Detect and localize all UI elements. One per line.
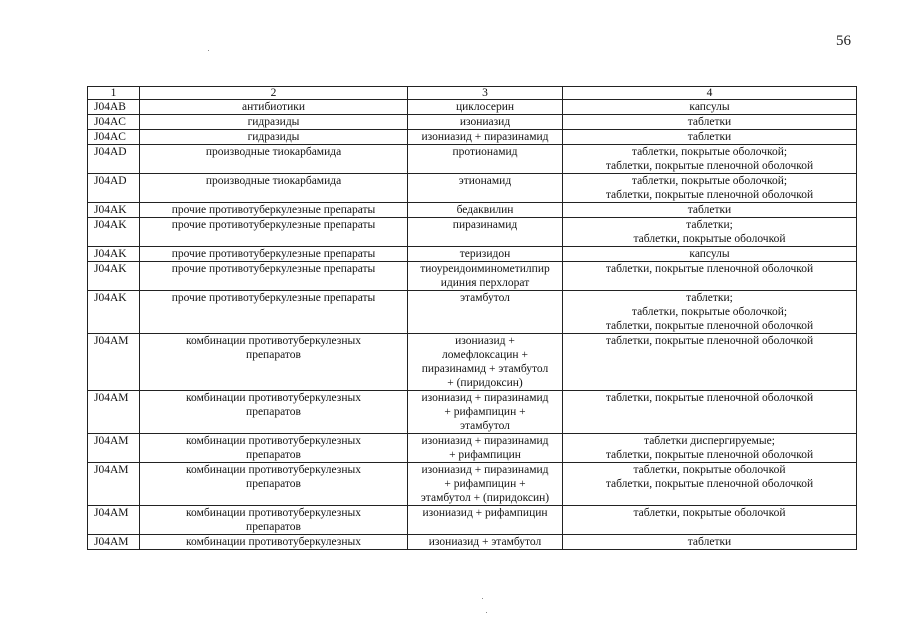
cell-line: таблетки, покрытые оболочкой bbox=[633, 507, 786, 519]
group-cell bbox=[140, 174, 408, 203]
dosage-form-cell bbox=[563, 262, 857, 291]
cell-line: изониазид + bbox=[455, 335, 515, 347]
atc-code-cell: J04AM bbox=[88, 434, 140, 463]
cell-line: прочие противотуберкулезные препараты bbox=[171, 219, 376, 231]
cell-line: антибиотики bbox=[242, 101, 305, 113]
atc-code-cell: J04AK bbox=[88, 203, 140, 218]
cell-line: таблетки диспергируемые; bbox=[644, 435, 775, 447]
cell-line: бедаквилин bbox=[456, 204, 514, 216]
table-row bbox=[88, 130, 857, 145]
cell-line: таблетки bbox=[687, 204, 732, 216]
substance-cell bbox=[408, 100, 563, 115]
cell-line: препаратов bbox=[246, 349, 301, 361]
cell-line: теризидон bbox=[459, 248, 511, 260]
substance-cell bbox=[408, 247, 563, 262]
cell-line: таблетки, покрытые оболочкой bbox=[633, 233, 786, 245]
atc-code-cell: J04AK bbox=[88, 218, 140, 247]
cell-line: препаратов bbox=[246, 449, 301, 461]
dosage-form-cell bbox=[563, 145, 857, 174]
group-cell bbox=[140, 100, 408, 115]
cell-line: комбинации противотуберкулезных bbox=[186, 464, 361, 476]
cell-line: таблетки, покрытые пленочной оболочкой bbox=[605, 449, 814, 461]
group-cell bbox=[140, 262, 408, 291]
group-cell bbox=[140, 291, 408, 334]
cell-line: капсулы bbox=[689, 248, 730, 260]
cell-line: протионамид bbox=[452, 146, 518, 158]
cell-line: таблетки, покрытые пленочной оболочкой bbox=[605, 263, 814, 275]
table-row bbox=[88, 291, 857, 334]
cell-line: этионамид bbox=[458, 175, 512, 187]
substance-cell bbox=[408, 115, 563, 130]
cell-line: таблетки bbox=[687, 131, 732, 143]
table-row bbox=[88, 203, 857, 218]
cell-line: таблетки bbox=[687, 116, 732, 128]
table-row bbox=[88, 115, 857, 130]
substance-cell bbox=[408, 391, 563, 434]
cell-line: пиразинамид + этамбутол bbox=[421, 363, 549, 375]
cell-line: таблетки, покрытые оболочкой; bbox=[631, 175, 788, 187]
cell-line: идиния перхлорат bbox=[440, 277, 530, 289]
table-row bbox=[88, 174, 857, 203]
substance-cell bbox=[408, 434, 563, 463]
cell-line: гидразиды bbox=[247, 131, 300, 143]
dosage-form-cell bbox=[563, 203, 857, 218]
cell-line: производные тиокарбамида bbox=[205, 146, 342, 158]
cell-line: + (пиридоксин) bbox=[447, 377, 523, 389]
scan-speck bbox=[482, 598, 483, 599]
dosage-form-cell bbox=[563, 434, 857, 463]
dosage-form-cell bbox=[563, 100, 857, 115]
cell-line: препаратов bbox=[246, 521, 301, 533]
cell-line: прочие противотуберкулезные препараты bbox=[171, 204, 376, 216]
cell-line: препаратов bbox=[246, 478, 301, 490]
cell-line: таблетки, покрытые пленочной оболочкой bbox=[605, 189, 814, 201]
cell-line: гидразиды bbox=[247, 116, 300, 128]
page-number: 56 bbox=[836, 33, 851, 49]
scan-speck bbox=[486, 612, 487, 613]
cell-line: пиразинамид bbox=[452, 219, 518, 231]
drug-table bbox=[87, 86, 857, 550]
cell-line: изониазид + рифампицин bbox=[422, 507, 548, 519]
group-cell bbox=[140, 434, 408, 463]
cell-line: изониазид + пиразинамид bbox=[421, 131, 549, 143]
group-cell bbox=[140, 506, 408, 535]
cell-line: тиоуреидоиминометилпир bbox=[420, 263, 550, 275]
cell-line: таблетки, покрытые пленочной оболочкой bbox=[605, 392, 814, 404]
cell-line: комбинации противотуберкулезных bbox=[186, 335, 361, 347]
table-row bbox=[88, 100, 857, 115]
atc-code-cell: J04AM bbox=[88, 463, 140, 506]
cell-line: прочие противотуберкулезные препараты bbox=[171, 263, 376, 275]
atc-code-cell: J04AK bbox=[88, 262, 140, 291]
group-cell bbox=[140, 247, 408, 262]
substance-cell bbox=[408, 262, 563, 291]
table-row bbox=[88, 145, 857, 174]
table-row bbox=[88, 434, 857, 463]
cell-line: этамбутол + (пиридоксин) bbox=[420, 492, 550, 504]
dosage-form-cell bbox=[563, 115, 857, 130]
dosage-form-cell bbox=[563, 291, 857, 334]
group-cell bbox=[140, 115, 408, 130]
cell-line: комбинации противотуберкулезных bbox=[186, 435, 361, 447]
cell-line: изониазид + пиразинамид bbox=[421, 464, 549, 476]
column-header: 2 bbox=[140, 87, 408, 100]
group-cell bbox=[140, 130, 408, 145]
substance-cell bbox=[408, 506, 563, 535]
group-cell bbox=[140, 203, 408, 218]
atc-code-cell: J04AM bbox=[88, 391, 140, 434]
substance-cell bbox=[408, 334, 563, 391]
cell-line: капсулы bbox=[689, 101, 730, 113]
atc-code-cell: J04AB bbox=[88, 100, 140, 115]
substance-cell bbox=[408, 174, 563, 203]
cell-line: + рифампицин + bbox=[444, 406, 526, 418]
substance-cell bbox=[408, 203, 563, 218]
dosage-form-cell bbox=[563, 247, 857, 262]
cell-line: ломефлоксацин + bbox=[442, 349, 528, 361]
atc-code-cell: J04AD bbox=[88, 145, 140, 174]
column-header: 3 bbox=[408, 87, 563, 100]
group-cell bbox=[140, 535, 408, 550]
cell-line: таблетки, покрытые пленочной оболочкой bbox=[605, 160, 814, 172]
substance-cell bbox=[408, 218, 563, 247]
cell-line: прочие противотуберкулезные препараты bbox=[171, 292, 376, 304]
group-cell bbox=[140, 145, 408, 174]
table-row bbox=[88, 262, 857, 291]
group-cell bbox=[140, 463, 408, 506]
atc-code-cell: J04AK bbox=[88, 291, 140, 334]
cell-line: циклосерин bbox=[455, 101, 515, 113]
substance-cell bbox=[408, 291, 563, 334]
cell-line: прочие противотуберкулезные препараты bbox=[171, 248, 376, 260]
cell-line: таблетки bbox=[687, 536, 732, 548]
scan-speck bbox=[208, 50, 209, 51]
cell-line: комбинации противотуберкулезных bbox=[186, 392, 361, 404]
atc-code-cell: J04AD bbox=[88, 174, 140, 203]
table-row bbox=[88, 506, 857, 535]
dosage-form-cell bbox=[563, 535, 857, 550]
table-row bbox=[88, 218, 857, 247]
substance-cell bbox=[408, 535, 563, 550]
cell-line: таблетки, покрытые пленочной оболочкой bbox=[605, 320, 814, 332]
cell-line: таблетки, покрытые оболочкой; bbox=[631, 146, 788, 158]
dosage-form-cell bbox=[563, 506, 857, 535]
dosage-form-cell bbox=[563, 218, 857, 247]
dosage-form-cell bbox=[563, 334, 857, 391]
atc-code-cell: J04AK bbox=[88, 247, 140, 262]
cell-line: производные тиокарбамида bbox=[205, 175, 342, 187]
substance-cell bbox=[408, 463, 563, 506]
table-row bbox=[88, 334, 857, 391]
group-cell bbox=[140, 218, 408, 247]
cell-line: таблетки, покрытые оболочкой bbox=[633, 464, 786, 476]
cell-line: комбинации противотуберкулезных bbox=[186, 507, 361, 519]
substance-cell bbox=[408, 130, 563, 145]
dosage-form-cell bbox=[563, 391, 857, 434]
cell-line: таблетки, покрытые пленочной оболочкой bbox=[605, 478, 814, 490]
atc-code-cell: J04AM bbox=[88, 506, 140, 535]
atc-code-cell: J04AM bbox=[88, 334, 140, 391]
column-header: 1 bbox=[88, 87, 140, 100]
cell-line: таблетки, покрытые пленочной оболочкой bbox=[605, 335, 814, 347]
cell-line: таблетки; bbox=[686, 292, 733, 304]
atc-code-cell: J04AC bbox=[88, 115, 140, 130]
dosage-form-cell bbox=[563, 463, 857, 506]
table-row bbox=[88, 463, 857, 506]
table-row bbox=[88, 391, 857, 434]
table-row bbox=[88, 535, 857, 550]
dosage-form-cell bbox=[563, 130, 857, 145]
group-cell bbox=[140, 334, 408, 391]
cell-line: препаратов bbox=[246, 406, 301, 418]
cell-line: комбинации противотуберкулезных bbox=[186, 536, 361, 548]
cell-line: изониазид + пиразинамид bbox=[421, 392, 549, 404]
cell-line: таблетки, покрытые оболочкой; bbox=[631, 306, 788, 318]
column-header: 4 bbox=[563, 87, 857, 100]
cell-line: + рифампицин bbox=[449, 449, 521, 461]
cell-line: этамбутол bbox=[460, 420, 510, 432]
table-body bbox=[88, 100, 857, 550]
atc-code-cell: J04AM bbox=[88, 535, 140, 550]
group-cell bbox=[140, 391, 408, 434]
cell-line: изониазид + этамбутол bbox=[428, 536, 542, 548]
substance-cell bbox=[408, 145, 563, 174]
cell-line: + рифампицин + bbox=[444, 478, 526, 490]
table-header-row bbox=[88, 87, 857, 100]
dosage-form-cell bbox=[563, 174, 857, 203]
cell-line: изониазид bbox=[459, 116, 511, 128]
table-row bbox=[88, 247, 857, 262]
cell-line: этамбутол bbox=[460, 292, 510, 304]
atc-code-cell: J04AC bbox=[88, 130, 140, 145]
cell-line: изониазид + пиразинамид bbox=[421, 435, 549, 447]
cell-line: таблетки; bbox=[686, 219, 733, 231]
